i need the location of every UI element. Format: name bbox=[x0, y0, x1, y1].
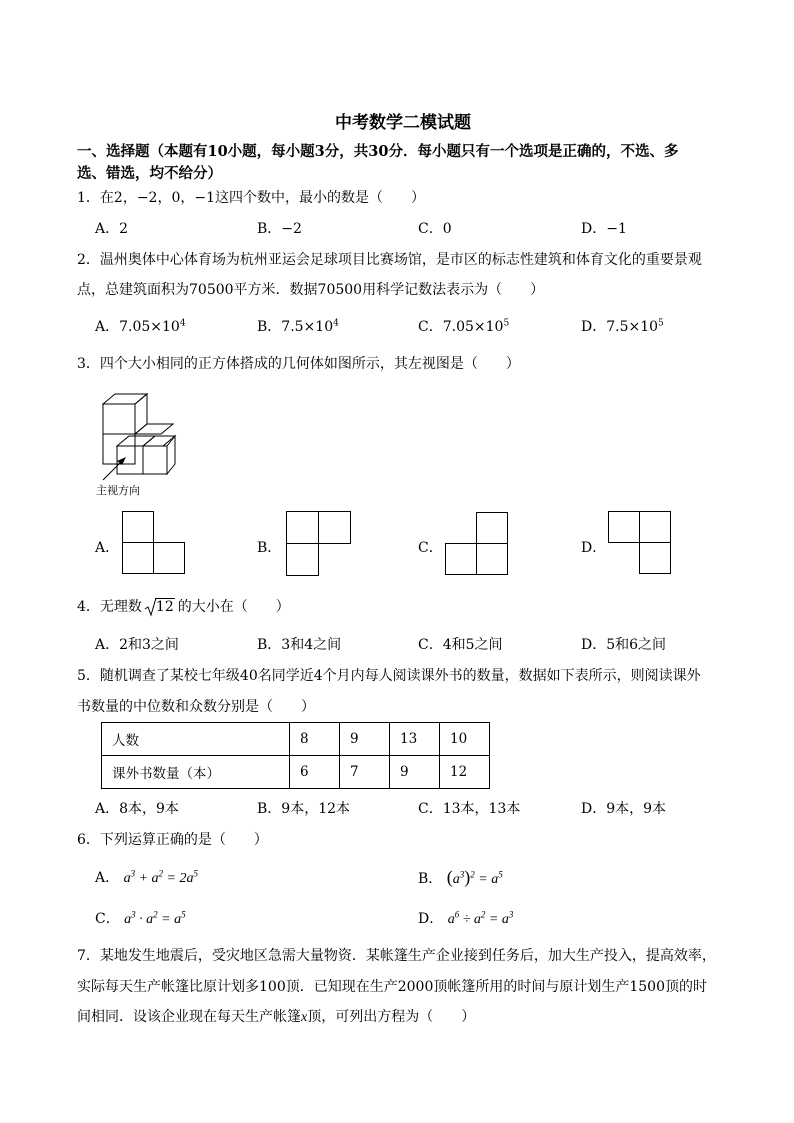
q4-option-c[interactable]: C．4和5之间 bbox=[418, 637, 503, 653]
q4-text-after: 的大小在（ ） bbox=[177, 599, 290, 615]
q5-option-a[interactable]: A．8本，9本 bbox=[95, 801, 179, 817]
question-3-text: 3．四个大小相同的正方体搭成的几何体如图所示，其左视图是（ ） bbox=[77, 356, 520, 372]
q1-option-a[interactable]: A．2 bbox=[95, 221, 129, 237]
section-heading-line2: 选、错选，均不给分） bbox=[77, 165, 222, 182]
q2-option-d-label: D． bbox=[581, 319, 607, 335]
page-title: 中考数学二模试题 bbox=[335, 113, 471, 133]
q3-option-b[interactable]: B． bbox=[257, 540, 282, 556]
q2-option-d[interactable] bbox=[581, 316, 664, 336]
q6-option-b[interactable] bbox=[418, 867, 503, 888]
table-cell: 9 bbox=[390, 756, 440, 789]
q2-option-c[interactable] bbox=[418, 316, 509, 336]
q6-option-c-label: C． bbox=[95, 911, 120, 927]
table-cell: 10 bbox=[440, 723, 490, 756]
q4-option-b[interactable]: B．3和4之间 bbox=[257, 637, 342, 653]
table-cell: 课外书数量（本） bbox=[102, 756, 290, 789]
q2-option-a-label: A． bbox=[95, 319, 120, 335]
q7-line3-after: 顶，可列出方程为（ ） bbox=[307, 1009, 476, 1025]
q2-option-a-mantissa: 7.05×10 bbox=[119, 319, 180, 335]
q6-option-a-label: A． bbox=[95, 870, 120, 886]
q6-option-a-formula: $a^3 + a^2 = 2a^5$ bbox=[123, 868, 198, 886]
q4-option-a[interactable]: A．2和3之间 bbox=[95, 637, 179, 653]
q2-option-c-mantissa: 7.05×10 bbox=[442, 319, 504, 335]
question-5-text-line1: 5．随机调查了某校七年级40名同学近4个月内每人阅读课外书的数量，数据如下表所示，则阅读课外 bbox=[77, 668, 701, 684]
table-cell: 12 bbox=[440, 756, 490, 789]
q2-option-b[interactable] bbox=[257, 316, 339, 336]
question-2-text-line1: 2．温州奥体中心体育场为杭州亚运会足球项目比赛场馆，是市区的标志性建筑和体育文化的重要景观 bbox=[77, 252, 702, 268]
q2-option-b-mantissa: 7.5×10 bbox=[281, 319, 334, 335]
q3-option-d-view bbox=[608, 511, 672, 575]
q3-option-b-view bbox=[286, 511, 352, 577]
sqrt-radicand: 12 bbox=[155, 599, 174, 615]
table-cell: 7 bbox=[340, 756, 390, 789]
table-cell: 9 bbox=[340, 723, 390, 756]
q5-option-b[interactable]: B．9本，12本 bbox=[257, 801, 351, 817]
table-row bbox=[102, 756, 490, 789]
question-4-text bbox=[77, 596, 290, 616]
question-2-text-line2: 点，总建筑面积为70500平方米．数据70500用科学记数法表示为（ ） bbox=[77, 282, 545, 298]
q2-option-a[interactable] bbox=[95, 316, 186, 336]
q6-option-c-formula: $a^3 \cdot a^2 = a^5$ bbox=[124, 909, 186, 927]
question-6-text: 6．下列运算正确的是（ ） bbox=[77, 832, 268, 848]
table-cell: 13 bbox=[390, 723, 440, 756]
sqrt-expression bbox=[145, 599, 175, 615]
q5-option-c[interactable]: C．13本，13本 bbox=[418, 801, 521, 817]
q6-option-d-formula: $a^6 \div a^2 = a^3$ bbox=[447, 909, 514, 927]
table-row bbox=[102, 723, 490, 756]
question-7-text-line3 bbox=[77, 1006, 475, 1026]
section-heading-line1: 一、选择题（本题有10小题，每小题3分，共30分．每小题只有一个选项是正确的，不选、多 bbox=[77, 143, 679, 160]
q3-option-c-view bbox=[445, 512, 509, 576]
question-5-text-line2: 书数量的中位数和众数分别是（ ） bbox=[77, 699, 315, 715]
q3-option-a[interactable]: A． bbox=[95, 540, 120, 556]
q6-option-b-label: B． bbox=[418, 871, 443, 887]
q2-option-b-label: B． bbox=[257, 319, 282, 335]
q4-option-d[interactable]: D．5和6之间 bbox=[581, 637, 667, 653]
q3-option-c[interactable]: C． bbox=[418, 540, 443, 556]
q7-variable: x bbox=[301, 1010, 308, 1025]
q4-text-before: 4．无理数 bbox=[77, 599, 142, 615]
question-7-text-line1: 7．某地发生地震后，受灾地区急需大量物资．某帐篷生产企业接到任务后，加大生产投入，提高效率， bbox=[77, 948, 716, 964]
q5-option-d[interactable]: D．9本，9本 bbox=[581, 801, 667, 817]
q2-option-a-exponent: 4 bbox=[179, 318, 186, 329]
q2-option-c-exponent: 5 bbox=[503, 318, 510, 329]
q2-option-b-exponent: 4 bbox=[333, 318, 339, 329]
q1-option-b[interactable]: B．−2 bbox=[257, 221, 302, 237]
q6-option-a[interactable] bbox=[95, 867, 198, 887]
q6-option-c[interactable] bbox=[95, 908, 186, 928]
q6-option-d[interactable] bbox=[418, 908, 513, 928]
question-7-text-line2: 实际每天生产帐篷比原计划多100顶．已知现在生产2000顶帐篷所用的时间与原计划生产1500顶的时 bbox=[77, 979, 707, 995]
table-cell: 人数 bbox=[102, 723, 290, 756]
q7-line3-before: 间相同．设该企业现在每天生产帐篷 bbox=[77, 1009, 301, 1025]
question-1-text: 1．在2，−2，0，−1这四个数中，最小的数是（ ） bbox=[77, 190, 425, 206]
table-cell: 8 bbox=[290, 723, 340, 756]
q6-option-b-formula: $(a^3)^2 = a^5$ bbox=[446, 867, 503, 887]
q6-option-d-label: D． bbox=[418, 911, 444, 927]
q2-option-c-label: C． bbox=[418, 319, 443, 335]
q3-option-a-view bbox=[122, 511, 186, 575]
q2-option-d-mantissa: 7.5×10 bbox=[606, 319, 659, 335]
q1-option-d[interactable]: D．−1 bbox=[581, 221, 627, 237]
data-table bbox=[101, 722, 490, 789]
q3-option-d[interactable]: D． bbox=[581, 540, 607, 556]
q2-option-d-exponent: 5 bbox=[658, 318, 664, 329]
figure-caption: 主视方向 bbox=[96, 484, 140, 497]
q1-option-c[interactable]: C．0 bbox=[418, 221, 452, 237]
table-cell: 6 bbox=[290, 756, 340, 789]
